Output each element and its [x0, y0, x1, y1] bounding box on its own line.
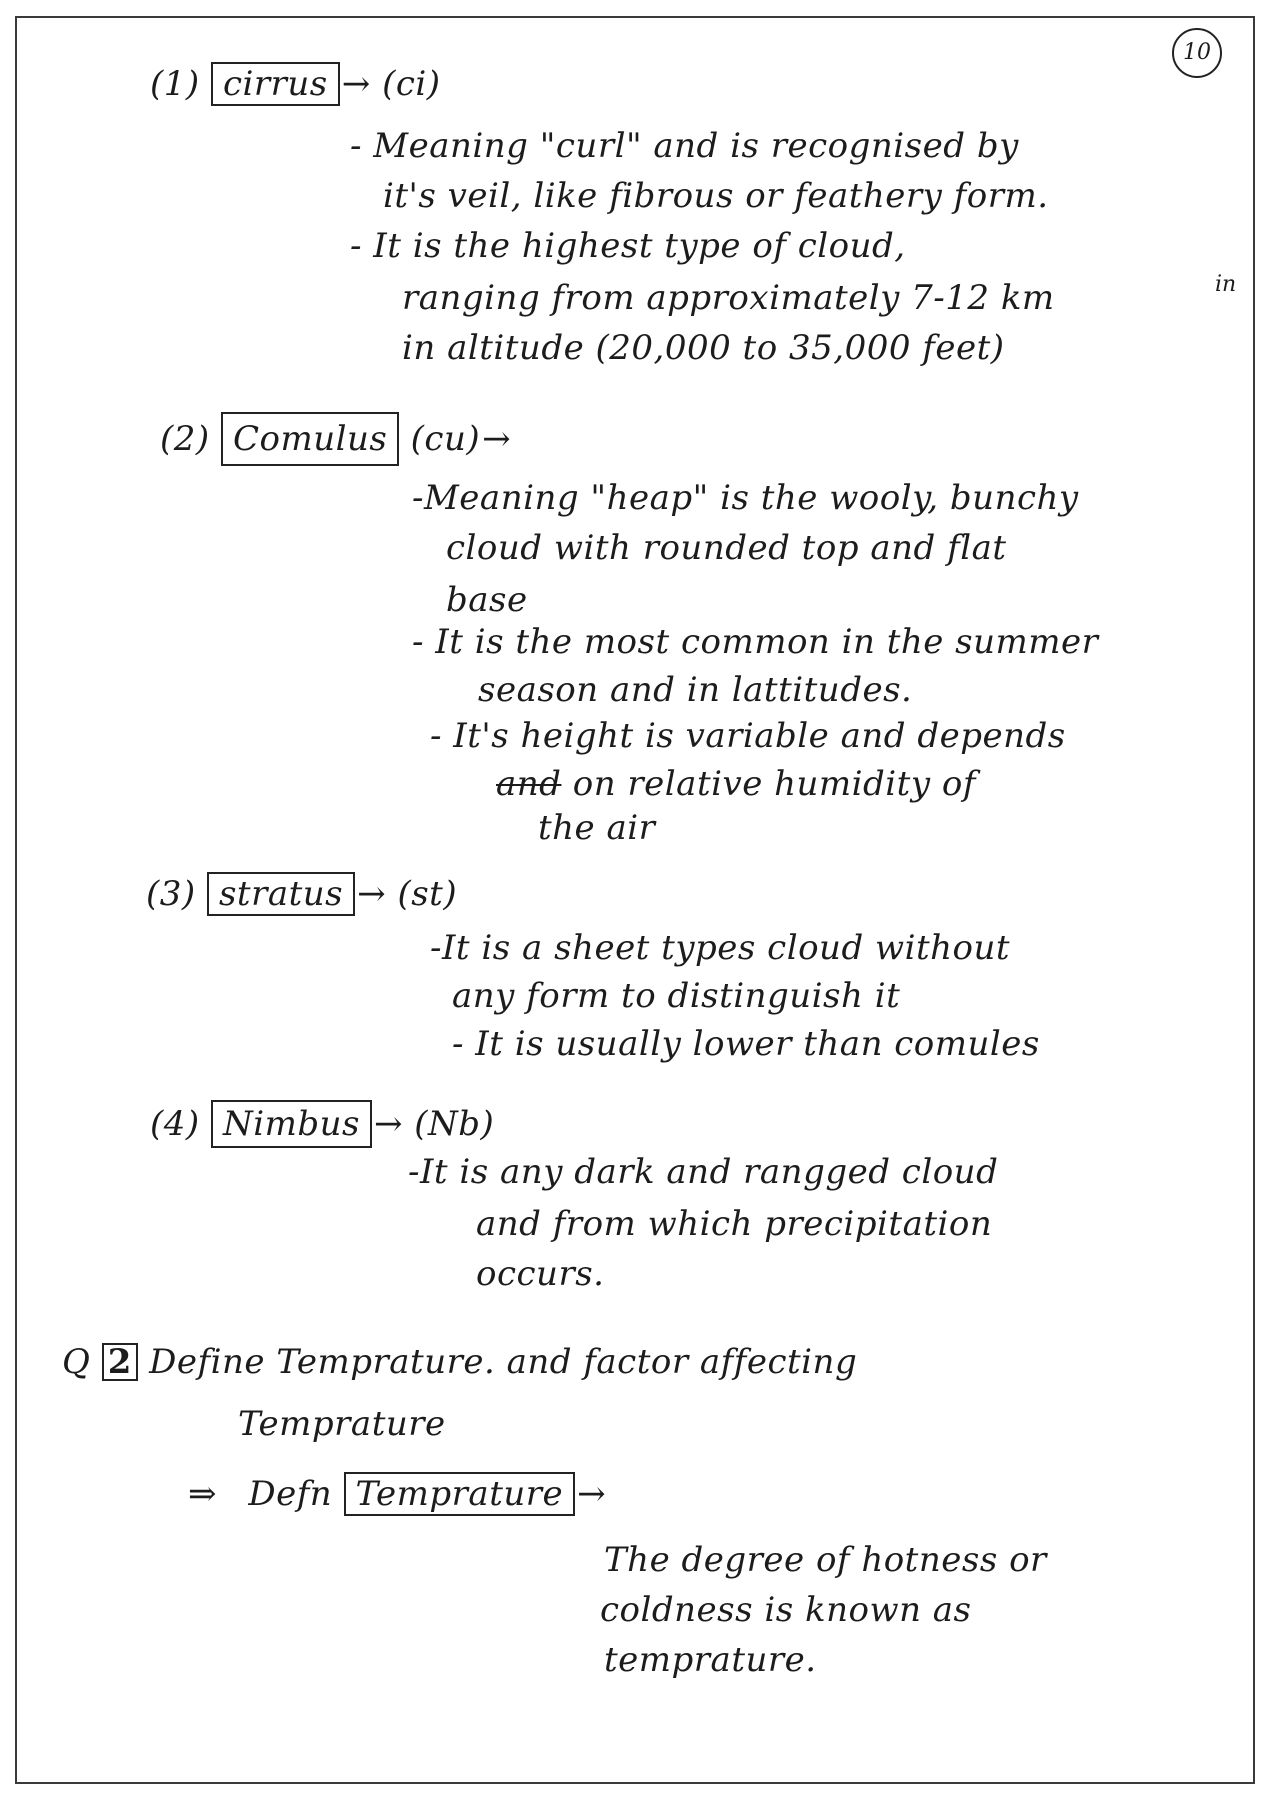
section-4-marker: (4) — [150, 1104, 200, 1144]
question-line-2: Temprature — [238, 1404, 446, 1444]
page-border-right — [1253, 16, 1255, 1784]
arrow-icon: → — [577, 1474, 607, 1514]
question-heading — [62, 1342, 857, 1382]
section-4-line: -It is any dark and rangged cloud — [408, 1152, 999, 1192]
section-3-line: any form to distinguish it — [452, 976, 901, 1016]
section-4-line: and from which precipitation — [476, 1204, 993, 1244]
arrow-icon: → — [341, 64, 371, 104]
section-2-line: the air — [538, 808, 656, 848]
arrow-icon: → — [373, 1104, 403, 1144]
section-2-line: - It is the most common in the summer — [412, 622, 1099, 662]
section-3-line: -It is a sheet types cloud without — [430, 928, 1011, 968]
section-2-abbr: (cu) — [410, 419, 481, 459]
section-1-marker: (1) — [150, 64, 200, 104]
section-3-line: - It is usually lower than comules — [452, 1024, 1040, 1064]
section-1-line: ranging from approximately 7-12 km — [402, 278, 1055, 318]
section-2-line-with-strike — [496, 764, 976, 804]
section-1-line: in altitude (20,000 to 35,000 feet) — [402, 328, 1005, 368]
definition-line: The degree of hotness or — [604, 1540, 1047, 1580]
question-line-1: Define Temprature. and factor affecting — [149, 1342, 858, 1382]
section-3-marker: (3) — [146, 874, 196, 914]
section-1-line: - Meaning "curl" and is recognised by — [350, 126, 1019, 166]
section-2-marker: (2) — [160, 419, 210, 459]
section-1-abbr: (ci) — [382, 64, 441, 104]
question-prefix: Q — [62, 1342, 91, 1382]
section-3-heading — [146, 872, 457, 916]
page-border-bottom — [16, 1782, 1254, 1784]
section-2-line: season and in lattitudes. — [478, 670, 913, 710]
definition-term: Temprature — [344, 1472, 576, 1516]
arrow-icon: → — [482, 419, 512, 459]
implies-arrow-icon: ⇒ — [188, 1474, 217, 1514]
stray-mark: in — [1215, 272, 1237, 297]
section-1-line: - It is the highest type of cloud, — [350, 226, 906, 266]
section-4-term: Nimbus — [211, 1100, 372, 1148]
section-1-term: cirrus — [211, 62, 340, 106]
question-number: 2 — [102, 1343, 138, 1381]
section-2-term: Comulus — [221, 412, 399, 466]
page-border-left — [15, 16, 17, 1784]
section-4-heading — [150, 1100, 494, 1148]
section-2-line: cloud with rounded top and flat — [446, 528, 1007, 568]
definition-label: Defn — [248, 1474, 333, 1514]
definition-line: coldness is known as — [600, 1590, 972, 1630]
struck-word: and — [496, 764, 562, 804]
definition-line: temprature. — [604, 1640, 817, 1680]
section-3-abbr: (st) — [397, 874, 458, 914]
definition-heading — [188, 1472, 606, 1516]
section-4-abbr: (Nb) — [414, 1104, 495, 1144]
section-1-line: it's veil, like fibrous or feathery form. — [383, 176, 1049, 216]
page-border-top — [16, 16, 1254, 18]
section-3-term: stratus — [207, 872, 355, 916]
section-2-heading — [160, 412, 511, 466]
section-2-line: -Meaning "heap" is the wooly, bunchy — [412, 478, 1079, 518]
section-2-line: on relative humidity of — [572, 764, 976, 804]
section-2-line: base — [446, 580, 528, 620]
section-1-heading — [150, 62, 441, 106]
section-2-line: - It's height is variable and depends — [430, 716, 1066, 756]
arrow-icon: → — [357, 874, 387, 914]
page-number: 10 — [1172, 28, 1222, 78]
section-4-line: occurs. — [476, 1254, 605, 1294]
